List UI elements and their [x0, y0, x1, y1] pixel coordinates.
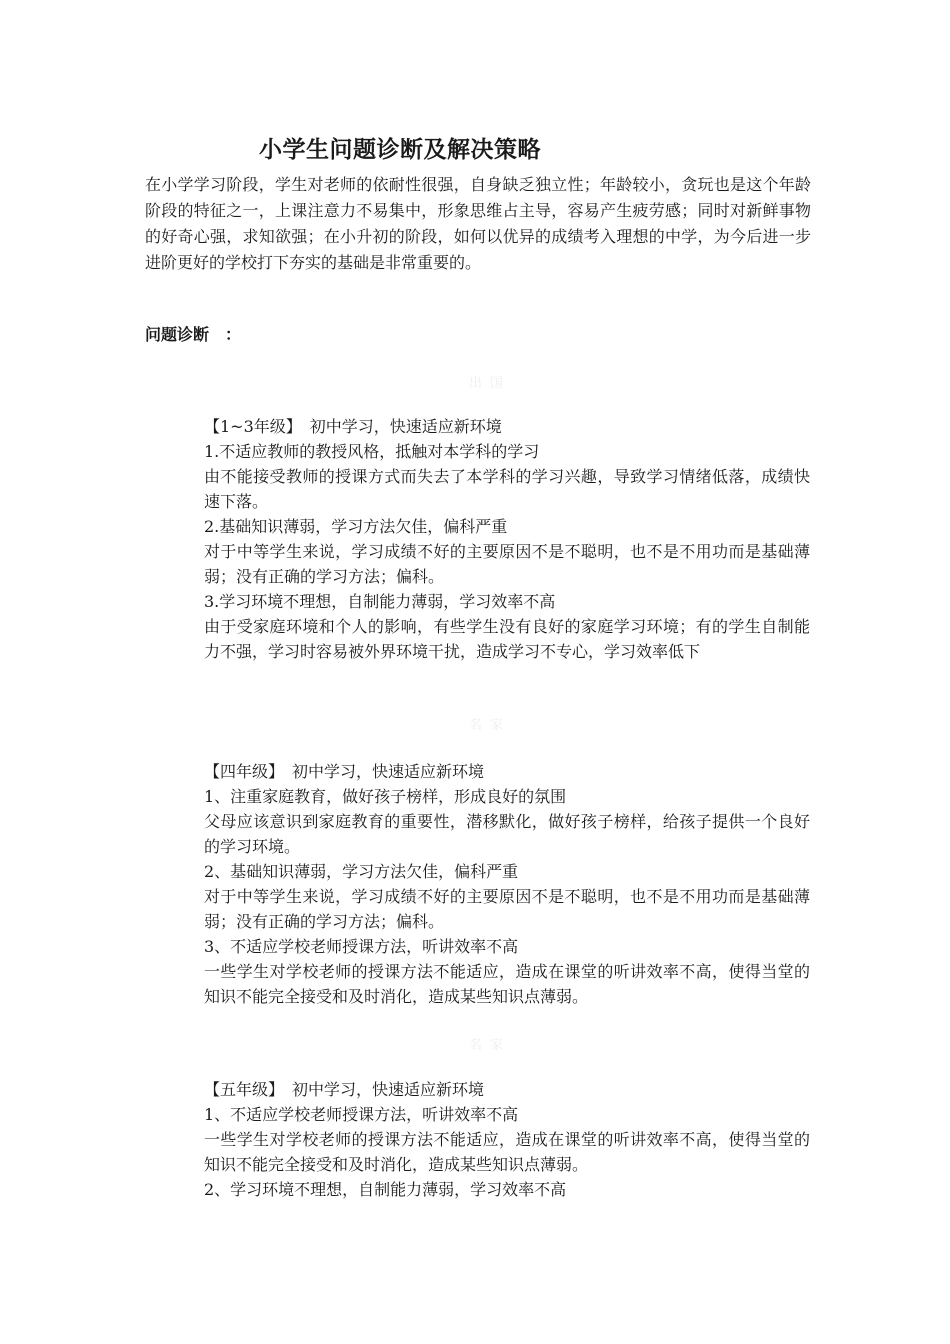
- section-line: 一些学生对学校老师的授课方法不能适应，造成在课堂的听讲效率不高，使得当堂的知识不能完全接受和及时消化，造成某些知识点薄弱。: [204, 1130, 810, 1174]
- section-line: 3.学习环境不理想，自制能力薄弱，学习效率不高: [204, 592, 556, 611]
- section-line: 对于中等学生来说，学习成绩不好的主要原因不是不聪明，也不是不用功而是基础薄弱；没有正确的学习方法；偏科。: [204, 887, 810, 931]
- section-heading: 【1~3年级】 初中学习，快速适应新环境: [204, 417, 502, 436]
- section-grade-5: [204, 1077, 810, 1202]
- section-line: 父母应该意识到家庭教育的重要性，潜移默化，做好孩子榜样，给孩子提供一个良好的学习环境。: [204, 812, 810, 856]
- section-heading: 【四年级】 初中学习，快速适应新环境: [204, 762, 485, 781]
- section-line: 2、学习环境不理想，自制能力薄弱，学习效率不高: [204, 1180, 567, 1199]
- watermark-text: 出国: [468, 376, 511, 391]
- section-line: 3、不适应学校老师授课方法，听讲效率不高: [204, 937, 519, 956]
- section-line: 1、注重家庭教育，做好孩子榜样，形成良好的氛围: [204, 787, 567, 806]
- section-line: 一些学生对学校老师的授课方法不能适应，造成在课堂的听讲效率不高，使得当堂的知识不能完全接受和及时消化，造成某些知识点薄弱。: [204, 962, 810, 1006]
- document-title: 小学生问题诊断及解决策略: [259, 137, 541, 163]
- section-grade-1-3: [204, 414, 810, 664]
- section-grade-4: [204, 759, 810, 1009]
- section-line: 2、基础知识薄弱，学习方法欠佳，偏科严重: [204, 862, 519, 881]
- section-line: 由不能接受教师的授课方式而失去了本学科的学习兴趣，导致学习情绪低落，成绩快速下落。: [204, 467, 810, 511]
- watermark-text: 名家: [468, 718, 511, 733]
- section-line: 1、不适应学校老师授课方法，听讲效率不高: [204, 1105, 519, 1124]
- section-line: 由于受家庭环境和个人的影响，有些学生没有良好的家庭学习环境；有的学生自制能力不强，学习时容易被外界环境干扰，造成学习不专心，学习效率低下: [204, 617, 810, 661]
- section-line: 对于中等学生来说，学习成绩不好的主要原因不是不聪明，也不是不用功而是基础薄弱；没有正确的学习方法；偏科。: [204, 542, 810, 586]
- intro-paragraph: 在小学学习阶段，学生对老师的依耐性很强，自身缺乏独立性；年龄较小，贪玩也是这个年龄阶段的特征之一，上课注意力不易集中，形象思维占主导，容易产生疲劳感；同时对新鲜事物的好奇心强，求知欲强；在小升初的阶段，如何以优异的成绩考入理想的中学，为今后进一步进阶更好的学校打下夯实的基础是非常重要的。: [145, 175, 811, 272]
- section-heading: 【五年级】 初中学习，快速适应新环境: [204, 1080, 485, 1099]
- section-line: 1.不适应教师的教授风格，抵触对本学科的学习: [204, 442, 540, 461]
- section-line: 2.基础知识薄弱，学习方法欠佳，偏科严重: [204, 517, 508, 536]
- watermark-text: 名家: [468, 1038, 511, 1053]
- diagnosis-label: 问题诊断 ：: [145, 325, 242, 344]
